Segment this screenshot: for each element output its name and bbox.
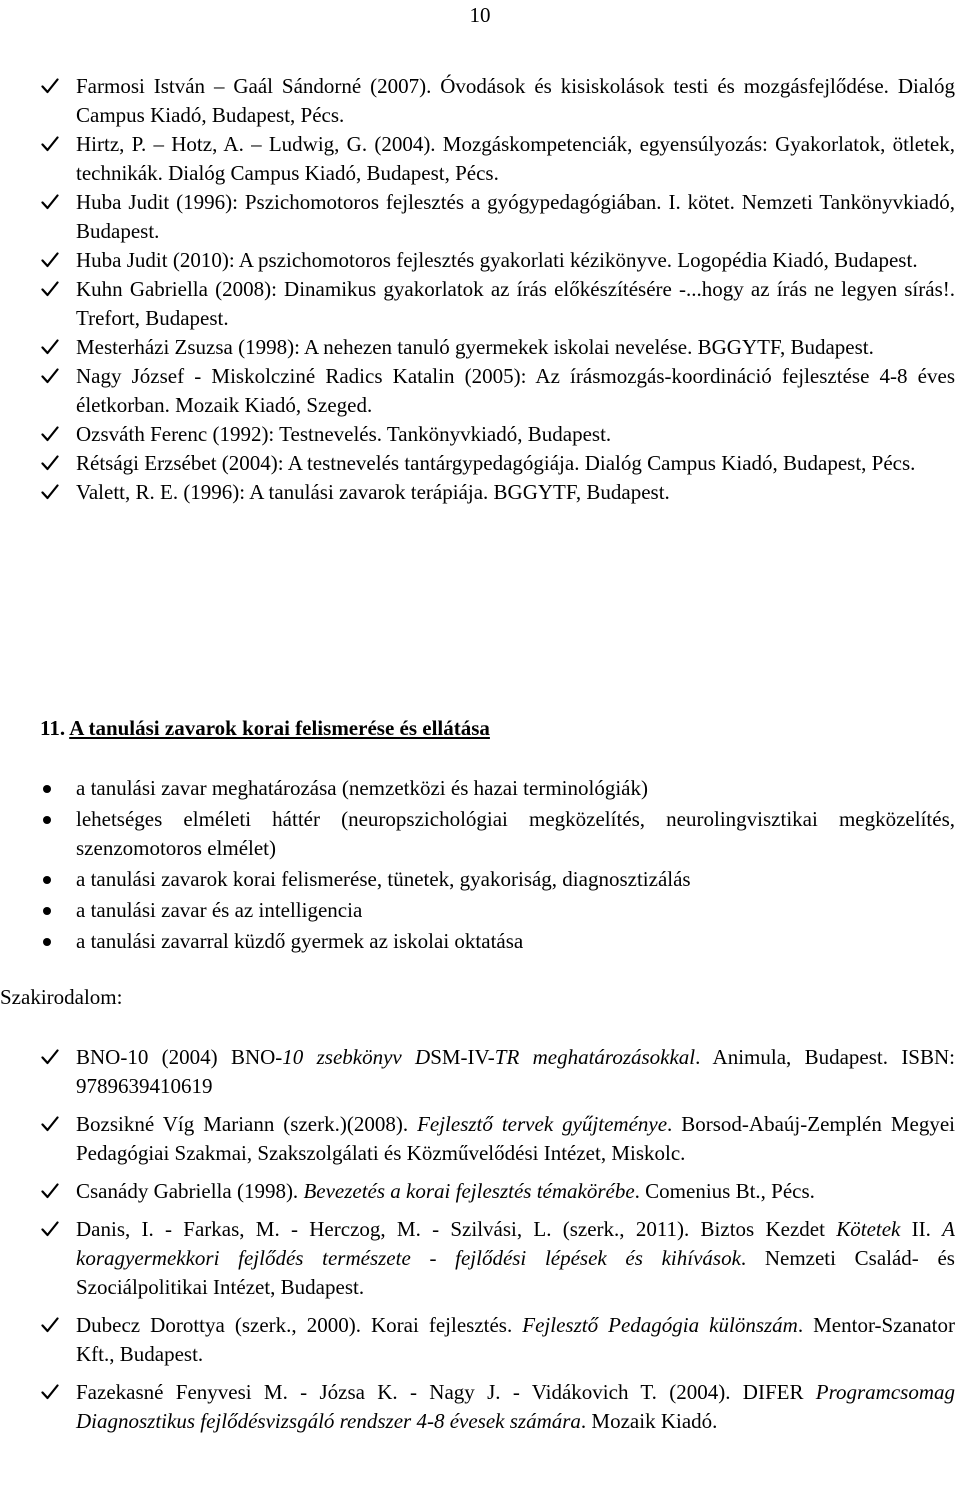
section-title: A tanulási zavarok korai felismerése és ellátása (69, 716, 490, 740)
reference-italic-text: A koragyermekkori fejlődés természete - fejlődési lépések és kihívások (76, 1217, 955, 1270)
reference-text: . Nemzeti Család- és Szociálpolitikai Intézet, Budapest. (76, 1246, 955, 1299)
reference-text: Hirtz, P. – Hotz, A. – Ludwig, G. (2004). Mozgáskompetenciák, egyensúlyozás: Gyakorlatok, ötletek, technikák. Dialóg Campus Kiadó, Budapest, Pécs. (76, 132, 955, 185)
bullet-icon (43, 785, 51, 793)
reference-item (40, 130, 955, 188)
reference-italic-text: Fejlesztő tervek gyűjteménye (417, 1112, 668, 1136)
reference-item (40, 478, 955, 507)
reference-text: . Mozaik Kiadó. (580, 1409, 718, 1433)
reference-text: Kuhn Gabriella (2008): Dinamikus gyakorlatok az írás előkészítésére -...hogy az írás ne legyen sírás!. Trefort, Budapest. (76, 277, 955, 330)
checkmark-icon (40, 1311, 62, 1340)
topic-text: lehetséges elméleti háttér (neuropszichológiai megközelítés, neurolingvisztikai megközelítés, szenzomotoros elmélet) (76, 807, 955, 860)
checkmark-icon (40, 1110, 62, 1139)
reference-item (40, 72, 955, 130)
reference-text: Danis, I. - Farkas, M. - Herczog, M. - Szilvási, L. (szerk., 2011). Biztos Kezdet (76, 1217, 837, 1241)
topic-text: a tanulási zavar meghatározása (nemzetközi és hazai terminológiák) (76, 776, 648, 800)
checkmark-icon (40, 362, 62, 391)
topic-item (40, 774, 955, 803)
reference-item (40, 1311, 955, 1369)
topic-item (40, 927, 955, 956)
reference-list-bottom (40, 1043, 955, 1445)
reference-text: . Mentor-Szanator Kft., Budapest. (76, 1313, 955, 1366)
topic-item (40, 896, 955, 925)
checkmark-icon (40, 130, 62, 159)
reference-item (40, 362, 955, 420)
topic-item (40, 805, 955, 863)
reference-text: . Animula, Budapest. ISBN: 9789639410619 (76, 1045, 955, 1098)
topic-list (40, 774, 955, 958)
reference-item (40, 188, 955, 246)
reference-text: BNO-10 (2004) BNO- (76, 1045, 283, 1069)
bullet-icon (43, 938, 51, 946)
reference-item (40, 449, 955, 478)
reference-text: Csanády Gabriella (1998). (76, 1179, 304, 1203)
reference-text: Huba Judit (1996): Pszichomotoros fejlesztés a gyógypedagógiában. I. kötet. Nemzeti Tankönyvkiadó, Budapest. (76, 190, 955, 243)
reference-text: . Borsod-Abaúj-Zemplén Megyei Pedagógiai Szakmai, Szakszolgálati és Közművelődési Intézet, Miskolc. (76, 1112, 955, 1165)
reference-text: Bozsikné Víg Mariann (szerk.)(2008). (76, 1112, 418, 1136)
section-heading (40, 716, 490, 741)
checkmark-icon (40, 420, 62, 449)
reference-item (40, 333, 955, 362)
checkmark-icon (40, 333, 62, 362)
checkmark-icon (40, 449, 62, 478)
reference-italic-text: Programcsomag Diagnosztikus fejlődésvizsgáló rendszer 4-8 évesek számára (76, 1380, 955, 1433)
reference-text: Dubecz Dorottya (szerk., 2000). Korai fejlesztés. (76, 1313, 523, 1337)
topic-text: a tanulási zavarok korai felismerése, tünetek, gyakoriság, diagnosztizálás (76, 867, 691, 891)
reference-text: Farmosi István – Gaál Sándorné (2007). Óvodások és kisiskolások testi és mozgásfejlődése. Dialóg Campus Kiadó, Budapest, Pécs. (76, 74, 955, 127)
topic-item (40, 865, 955, 894)
checkmark-icon (40, 1215, 62, 1244)
bullet-icon (43, 816, 51, 824)
reference-item (40, 246, 955, 275)
reference-item (40, 1043, 955, 1101)
reference-item (40, 1215, 955, 1302)
reference-text: Rétsági Erzsébet (2004): A testnevelés tantárgypedagógiája. Dialóg Campus Kiadó, Budapest, Pécs. (76, 451, 916, 475)
checkmark-icon (40, 1043, 62, 1072)
checkmark-icon (40, 275, 62, 304)
reference-item (40, 420, 955, 449)
bullet-icon (43, 907, 51, 915)
reference-italic-text: Fejlesztő Pedagógia különszám (522, 1313, 798, 1337)
bullet-icon (43, 876, 51, 884)
checkmark-icon (40, 188, 62, 217)
reference-text: Huba Judit (2010): A pszichomotoros fejlesztés gyakorlati kézikönyve. Logopédia Kiadó, Budapest. (76, 248, 918, 272)
reference-item (40, 1177, 955, 1206)
reference-text: SM-IV- (430, 1045, 495, 1069)
checkmark-icon (40, 478, 62, 507)
reference-text: II. (900, 1217, 943, 1241)
checkmark-icon (40, 1177, 62, 1206)
topic-text: a tanulási zavar és az intelligencia (76, 898, 363, 922)
reference-list-top (40, 72, 955, 507)
section-number: 11. (40, 716, 66, 740)
reference-italic-text: Bevezetés a korai fejlesztés témakörébe (303, 1179, 635, 1203)
reference-item (40, 1110, 955, 1168)
page-number: 10 (469, 3, 491, 27)
reference-text: Mesterházi Zsuzsa (1998): A nehezen tanuló gyermekek iskolai nevelése. BGGYTF, Budapest. (76, 335, 874, 359)
checkmark-icon (40, 1378, 62, 1407)
reference-italic-text: 10 zsebkönyv D (282, 1045, 431, 1069)
reference-italic-text: Kötetek (836, 1217, 901, 1241)
reference-item (40, 275, 955, 333)
reference-text: Ozsváth Ferenc (1992): Testnevelés. Tankönyvkiadó, Budapest. (76, 422, 612, 446)
topic-text: a tanulási zavarral küzdő gyermek az iskolai oktatása (76, 929, 524, 953)
literature-label: Szakirodalom: (0, 985, 123, 1009)
reference-text: Fazekasné Fenyvesi M. - Józsa K. - Nagy J. - Vidákovich T. (2004). DIFER (76, 1380, 816, 1404)
checkmark-icon (40, 246, 62, 275)
checkmark-icon (40, 72, 62, 101)
reference-text: . Comenius Bt., Pécs. (634, 1179, 815, 1203)
reference-text: Valett, R. E. (1996): A tanulási zavarok terápiája. BGGYTF, Budapest. (76, 480, 670, 504)
reference-text: Nagy József - Miskolcziné Radics Katalin (2005): Az írásmozgás-koordináció fejlesztése 4-8 éves életkorban. Mozaik Kiadó, Szeged. (76, 364, 955, 417)
reference-italic-text: TR meghatározásokkal (494, 1045, 696, 1069)
reference-item (40, 1378, 955, 1436)
